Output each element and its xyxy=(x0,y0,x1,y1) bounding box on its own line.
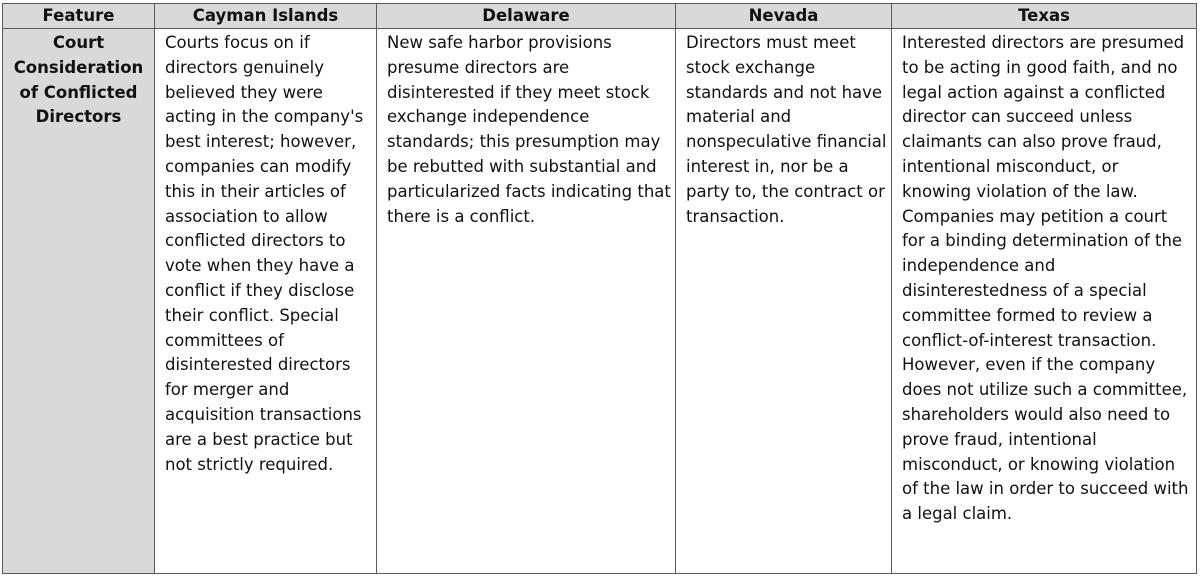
header-delaware: Delaware xyxy=(377,4,676,29)
comparison-table xyxy=(2,3,1197,574)
header-texas: Texas xyxy=(892,4,1197,29)
texas-cell: Interested directors are presumed to be acting in good faith, and no legal action against a conflicted director can succeed unless claimants can also prove fraud, intentional misconduct, or knowing violation of the law. Companies may petition a court for a binding determination of the independence and disinterestedness of a special committee formed to review a conflict-of-interest transaction. However, even if the company does not utilize such a committee, shareholders would also need to prove fraud, intentional misconduct, or knowing violation of the law in order to succeed with a legal claim. xyxy=(892,29,1197,574)
table-row xyxy=(3,29,1197,574)
nevada-cell: Directors must meet stock exchange standards and not have material and nonspeculative financial interest in, nor be a party to, the contract or transaction. xyxy=(676,29,892,574)
header-nevada: Nevada xyxy=(676,4,892,29)
feature-cell: Court Consideration of Conflicted Directors xyxy=(3,29,155,574)
header-feature: Feature xyxy=(3,4,155,29)
header-cayman-islands: Cayman Islands xyxy=(155,4,377,29)
cayman-islands-cell: Courts focus on if directors genuinely believed they were acting in the company's best interest; however, companies can modify this in their articles of association to allow conflicted directors to vote when they have a conflict if they disclose their conflict. Special committees of disinterested directors for merger and acquisition transactions are a best practice but not strictly required. xyxy=(155,29,377,574)
header-row xyxy=(3,4,1197,29)
delaware-cell: New safe harbor provisions presume directors are disinterested if they meet stock exchange independence standards; this presumption may be rebutted with substantial and particularized facts indicating that there is a conflict. xyxy=(377,29,676,574)
